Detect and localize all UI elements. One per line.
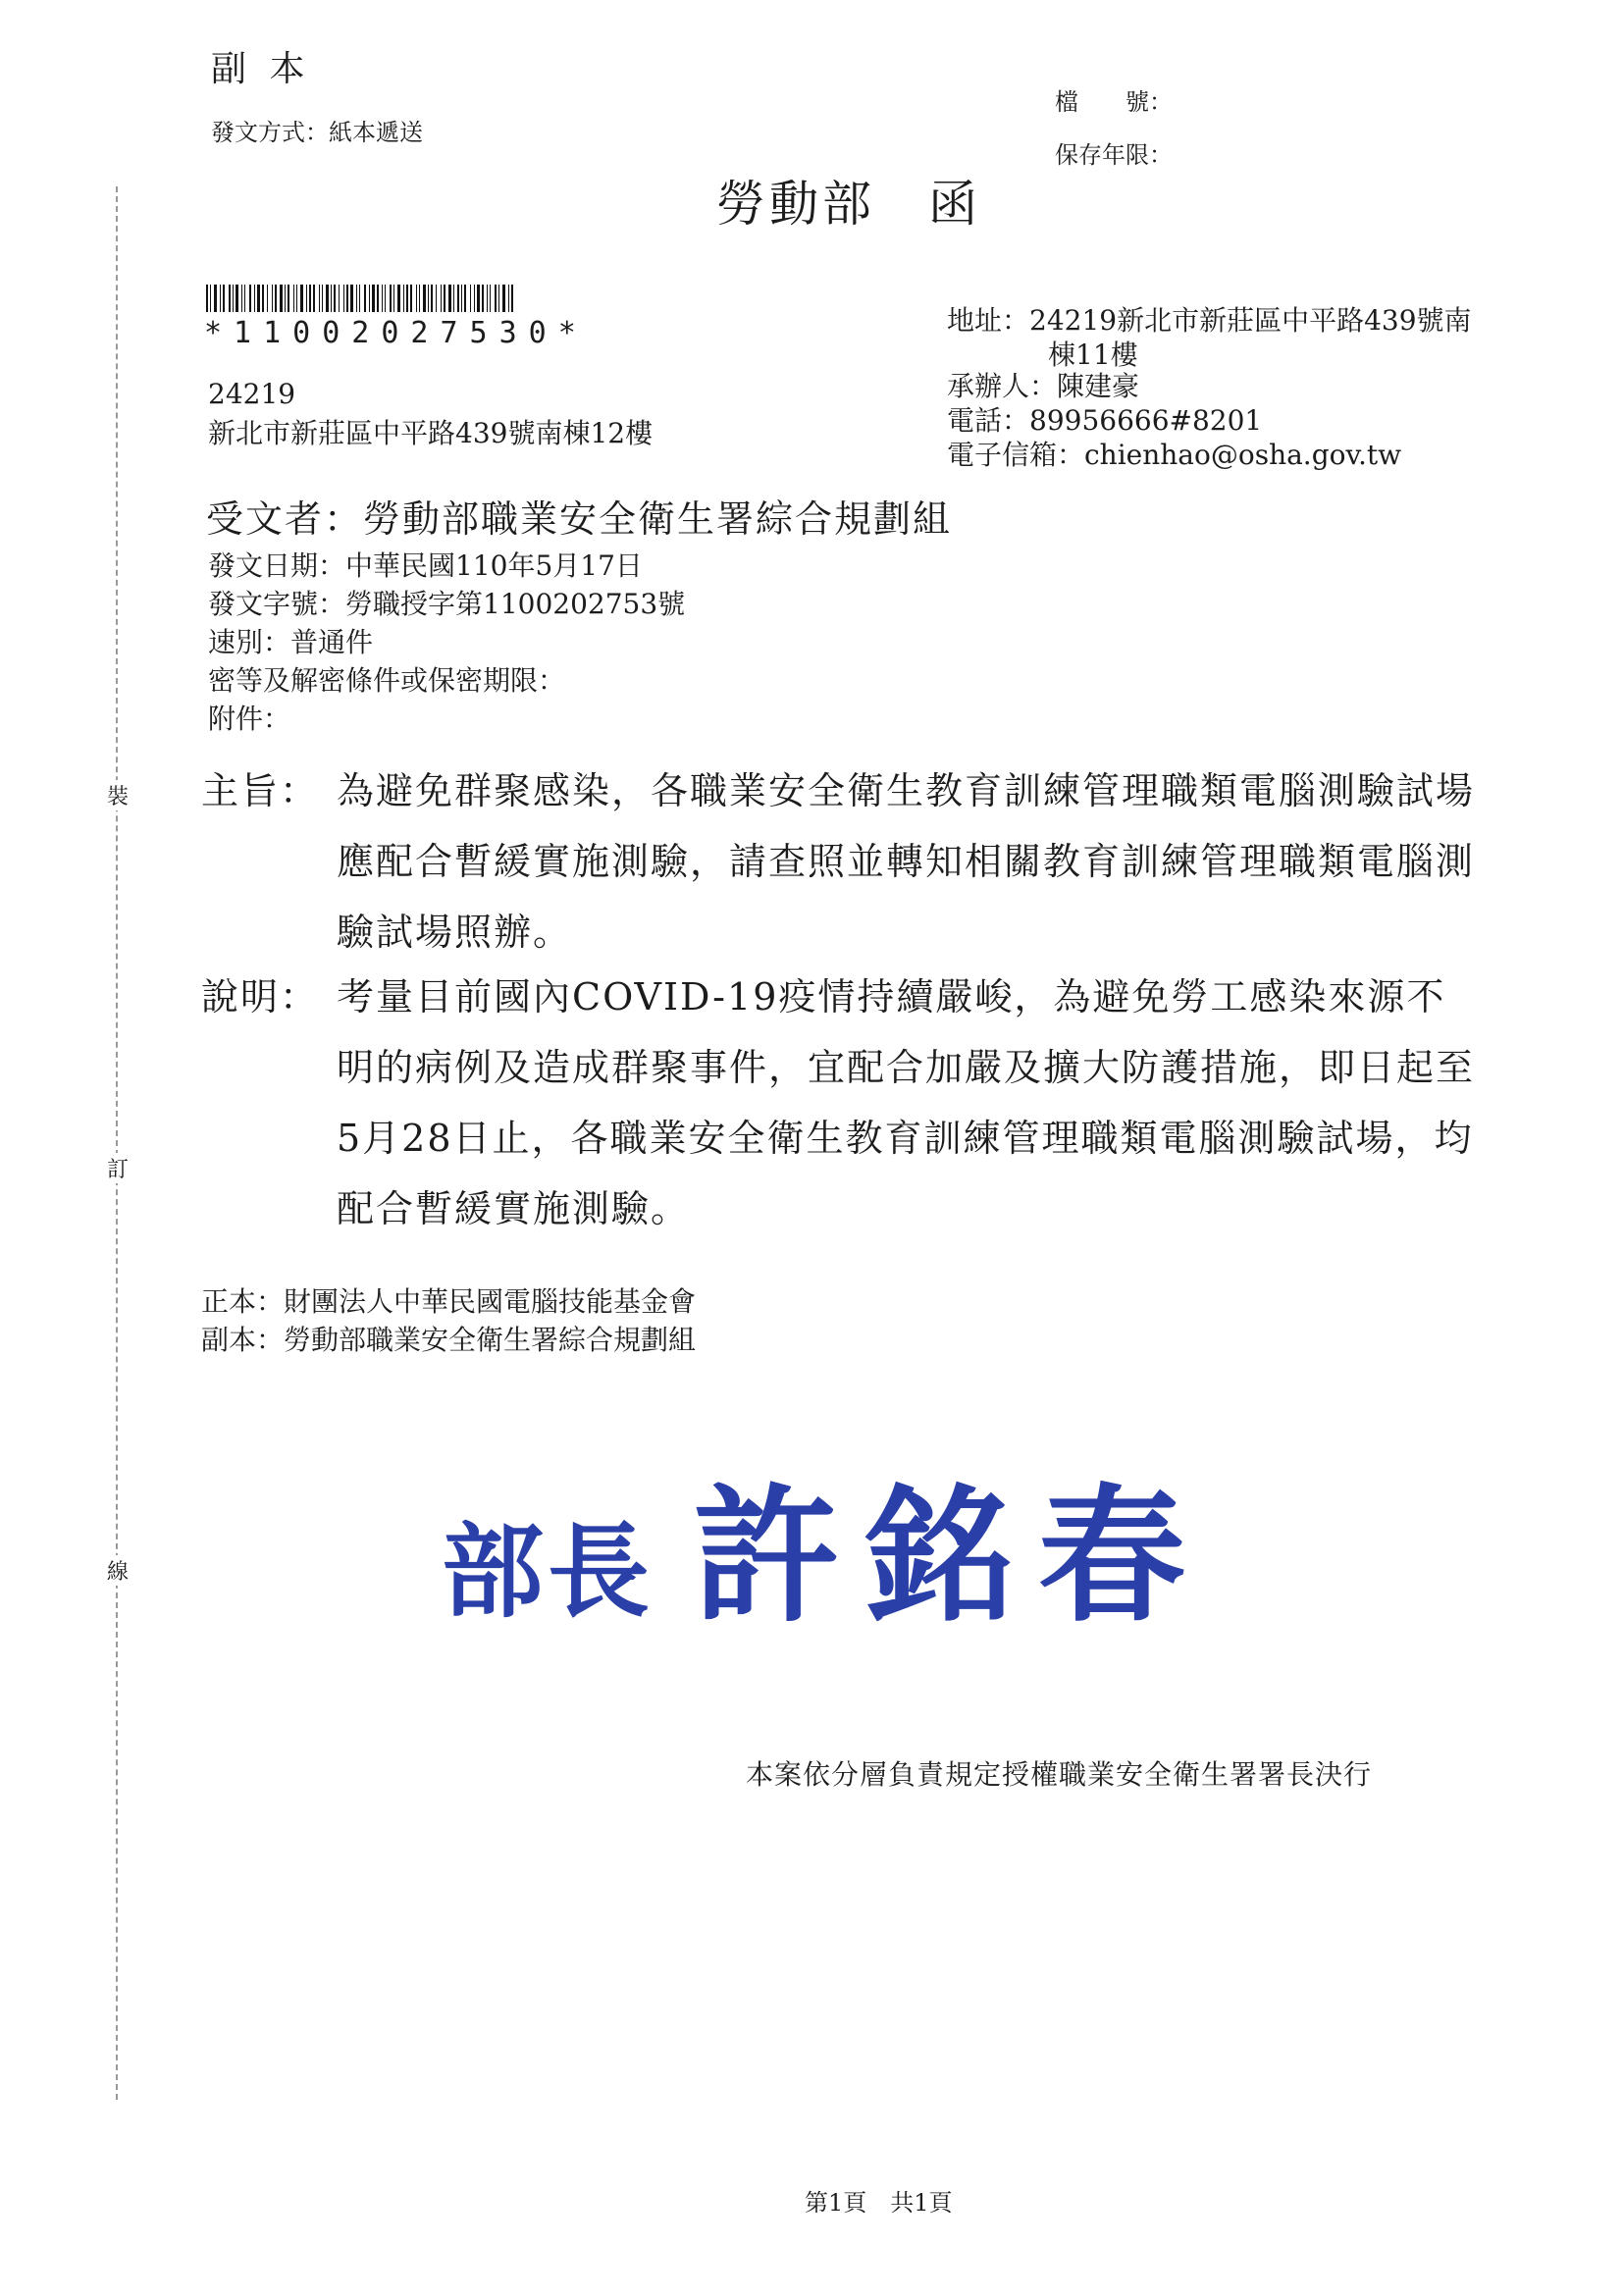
- barcode-bar: [410, 285, 412, 312]
- barcode-bar: [423, 285, 426, 312]
- barcode-bar: [419, 285, 420, 312]
- barcode-bar: [511, 285, 513, 312]
- barcode-bar: [236, 285, 238, 312]
- copy-mark: 副 本: [211, 49, 311, 89]
- barcode-bar: [262, 285, 264, 312]
- barcode-bar: [356, 285, 357, 312]
- barcode-bar: [482, 285, 484, 312]
- barcode-bar: [444, 285, 445, 312]
- barcode-bar: [448, 285, 451, 312]
- barcode-bar: [377, 285, 379, 312]
- barcode-bar: [393, 285, 394, 312]
- barcode-bar: [364, 285, 366, 312]
- barcode-bar: [288, 285, 289, 312]
- issue-date: 發文日期：中華民國110年5月17日: [208, 549, 643, 582]
- barcode-bar: [326, 285, 329, 312]
- barcode-bar: [257, 285, 260, 312]
- barcode-bar: [436, 285, 437, 312]
- barcode-bar: [272, 285, 273, 312]
- binding-line: [116, 186, 118, 2100]
- barcode-bar: [385, 285, 386, 312]
- barcode-bar: [254, 285, 255, 312]
- barcode-bar: [322, 285, 323, 312]
- attachment: 附件：: [208, 703, 291, 735]
- barcode-bar: [206, 285, 208, 312]
- barcode-bar: [350, 285, 353, 312]
- barcode: [206, 285, 667, 312]
- barcode-bar: [306, 285, 307, 312]
- barcode-bar: [293, 285, 294, 312]
- barcode-bar: [210, 285, 211, 312]
- barcode-bar: [275, 285, 277, 312]
- barcode-bar: [241, 285, 242, 312]
- original-recipient: 正本：財團法人中華民國電腦技能基金會: [201, 1285, 697, 1318]
- barcode-bar: [331, 285, 332, 312]
- phone: 電話：89956666#8201: [947, 404, 1263, 437]
- seal-title: 部長: [442, 1512, 654, 1632]
- barcode-bar: [470, 285, 471, 312]
- send-method: 發文方式：紙本遞送: [211, 119, 423, 146]
- barcode-bar: [244, 285, 245, 312]
- barcode-bar: [461, 285, 462, 312]
- barcode-bar: [285, 285, 286, 312]
- copy-recipient: 副本：勞動部職業安全衛生署綜合規劃組: [201, 1324, 697, 1356]
- sender-address-line2: 棟11樓: [1048, 339, 1138, 371]
- subject-label: 主旨：: [201, 769, 320, 812]
- barcode-bar: [334, 285, 336, 312]
- barcode-bar: [249, 285, 251, 312]
- barcode-bar: [280, 285, 283, 312]
- page-number: 第1頁 共1頁: [805, 2189, 953, 2217]
- document-number: 發文字號：勞職授字第1100202753號: [208, 588, 686, 620]
- barcode-bar: [431, 285, 433, 312]
- binding-mark-zhuang: 裝: [106, 780, 130, 810]
- recipient-street-address: 新北市新莊區中平路439號南棟12樓: [208, 417, 654, 449]
- receiver: 受文者：勞動部職業安全衛生署綜合規劃組: [206, 497, 953, 541]
- barcode-bar: [214, 285, 217, 312]
- barcode-bar: [223, 285, 225, 312]
- barcode-bar: [441, 285, 442, 312]
- explanation-label: 說明：: [201, 975, 320, 1018]
- barcode-bar: [397, 285, 400, 312]
- binding-mark-ding: 訂: [106, 1153, 130, 1183]
- barcode-bar: [453, 285, 454, 312]
- barcode-bar: [220, 285, 221, 312]
- barcode-bar: [346, 285, 348, 312]
- barcode-bar: [309, 285, 311, 312]
- recipient-postal-code: 24219: [208, 378, 296, 410]
- handler: 承辦人：陳建豪: [947, 370, 1140, 402]
- file-number: 檔 號：: [1055, 88, 1173, 116]
- barcode-bar: [474, 285, 475, 312]
- barcode-bar: [229, 285, 231, 312]
- seal-name: 許銘春: [693, 1472, 1212, 1643]
- barcode-bar: [416, 285, 417, 312]
- barcode-bar: [428, 285, 429, 312]
- barcode-bar: [296, 285, 297, 312]
- barcode-bar: [390, 285, 392, 312]
- barcode-bar: [267, 285, 268, 312]
- barcode-bar: [313, 285, 315, 312]
- barcode-bar: [300, 285, 303, 312]
- subject-paragraph: [201, 756, 1477, 967]
- barcode-bar: [498, 285, 499, 312]
- document-title: 勞動部 函: [716, 176, 981, 233]
- barcode-bar: [382, 285, 383, 312]
- barcode-bar: [343, 285, 344, 312]
- barcode-bar: [359, 285, 360, 312]
- sender-address-line1: 地址：24219新北市新莊區中平路439號南: [947, 304, 1472, 337]
- barcode-bar: [403, 285, 404, 312]
- barcode-bar: [477, 285, 480, 312]
- barcode-bar: [464, 285, 466, 312]
- explanation-paragraph: [201, 962, 1477, 1244]
- secrecy-level: 密等及解密條件或保密期限：: [208, 664, 566, 697]
- authorization-note: 本案依分層負責規定授權職業安全衛生署署長決行: [746, 1758, 1373, 1791]
- retention-period: 保存年限：: [1055, 141, 1173, 169]
- barcode-bar: [339, 285, 340, 312]
- subject-text: 為避免群聚感染，各職業安全衛生教育訓練管理職類電腦測驗試場應配合暫緩實施測驗，請查照並轉知相關教育訓練管理職類電腦測驗試場照辦。: [337, 769, 1476, 954]
- barcode-bar: [495, 285, 497, 312]
- barcode-bar: [457, 285, 459, 312]
- barcode-bar: [490, 285, 491, 312]
- barcode-bar: [372, 285, 375, 312]
- barcode-number: *11002027530*: [204, 316, 588, 350]
- barcode-bar: [487, 285, 488, 312]
- barcode-bar: [319, 285, 320, 312]
- barcode-bar: [233, 285, 234, 312]
- delivery-speed: 速別：普通件: [208, 626, 374, 658]
- binding-mark-xian: 線: [106, 1555, 130, 1586]
- barcode-bar: [502, 285, 505, 312]
- email: 電子信箱：chienhao@osha.gov.tw: [947, 439, 1402, 471]
- barcode-bar: [406, 285, 408, 312]
- barcode-bar: [508, 285, 509, 312]
- minister-seal: [442, 1437, 1211, 1649]
- explanation-text: 考量目前國內COVID-19疫情持續嚴峻，為避免勞工感染來源不明的病例及造成群聚事件，宜配合加嚴及擴大防護措施，即日起至5月28日止，各職業安全衛生教育訓練管理職類電腦測驗試場，均配合暫緩實施測驗。: [337, 975, 1476, 1230]
- barcode-bar: [369, 285, 370, 312]
